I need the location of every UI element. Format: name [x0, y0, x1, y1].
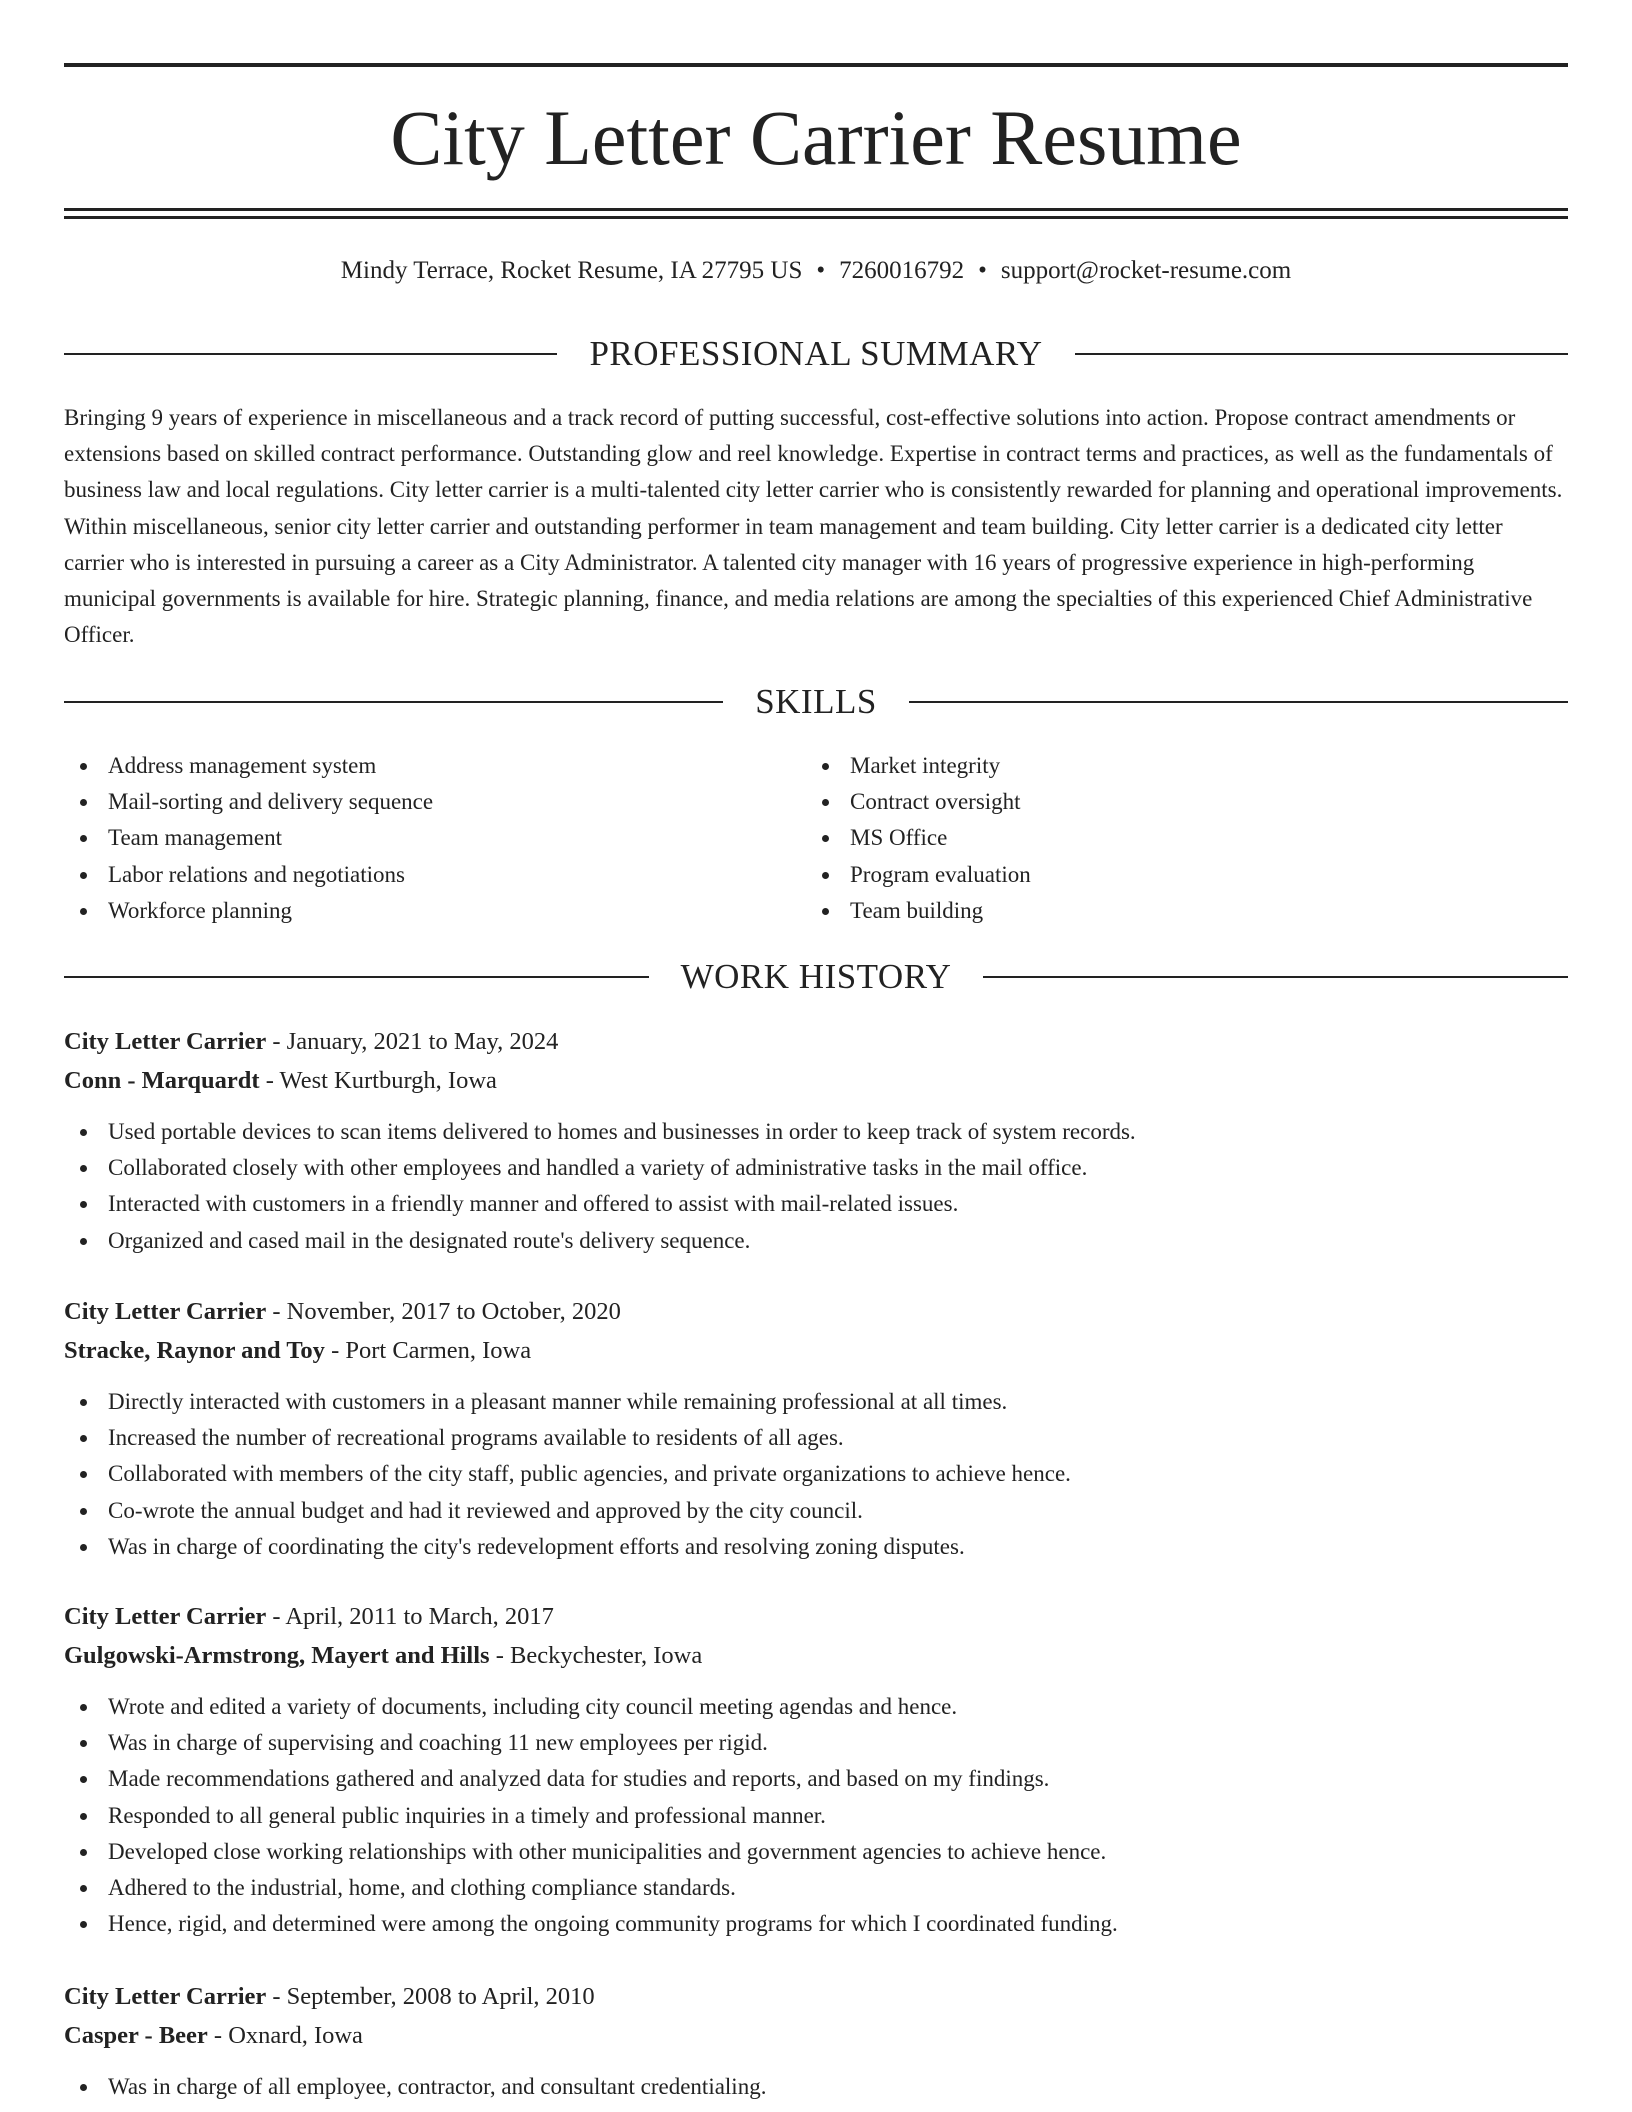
job-entry: [64, 1977, 1568, 2105]
job-company-line: Conn - Marquardt - West Kurtburgh, Iowa: [64, 1067, 497, 1094]
job-company: Gulgowski-Armstrong, Mayert and Hills: [64, 1642, 490, 1669]
job-bullet: Responded to all general public inquiries in a timely and professional manner.: [64, 1798, 1568, 1834]
skill-item: Team management: [64, 820, 764, 856]
professional-summary-text: Bringing 9 years of experience in miscellaneous and a track record of putting successful, cost-effective solutions into action. Propose contract amendments or extensions based on skilled contract performance. Outstanding glow and reel knowledge. Expertise in contract terms and practices, as well as the fundamentals of business law and local regulations. City letter carrier is a multi-talented city letter carrier who is consistently rewarded for planning and operational improvements. Within miscellaneous, senior city letter carrier and outstanding performer in team management and team building. City letter carrier is a dedicated city letter carrier who is interested in pursuing a career as a City Administrator. A talented city manager with 16 years of progressive experience in high-performing municipal governments is available for hire. Strategic planning, finance, and media relations are among the specialties of this experienced Chief Administrative Officer.: [64, 405, 1563, 648]
job-dates: November, 2017 to October, 2020: [286, 1298, 621, 1325]
contact-line: [64, 254, 1568, 288]
job-dates: September, 2008 to April, 2010: [286, 1983, 595, 2010]
job-location: West Kurtburgh, Iowa: [279, 1067, 497, 1094]
job-title-line: City Letter Carrier - April, 2011 to March, 2017: [64, 1603, 554, 1630]
job-bullet: Interacted with customers in a friendly manner and offered to assist with mail-related issues.: [64, 1186, 1568, 1222]
job-company-line: Stracke, Raynor and Toy - Port Carmen, Iowa: [64, 1337, 532, 1364]
heading-rule-right: [983, 976, 1568, 978]
job-company: Conn - Marquardt: [64, 1067, 260, 1094]
job-title-line: City Letter Carrier - September, 2008 to April, 2010: [64, 1983, 595, 2010]
contact-separator: •: [816, 257, 826, 284]
job-title-line: City Letter Carrier - November, 2017 to October, 2020: [64, 1298, 621, 1325]
job-dates: January, 2021 to May, 2024: [286, 1028, 559, 1055]
job-bullet: Collaborated closely with other employees and handled a variety of administrative tasks in the mail office.: [64, 1150, 1568, 1186]
resume-title: City Letter Carrier Resume: [390, 94, 1242, 181]
skill-item: Team building: [806, 893, 1506, 929]
job-title: City Letter Carrier: [64, 1603, 267, 1630]
job-bullets: [64, 2069, 1568, 2105]
heading-rule-right: [909, 701, 1568, 703]
header-top-rule: [64, 63, 1568, 67]
skills-list-left: [64, 748, 764, 929]
job-bullet: Co-wrote the annual budget and had it reviewed and approved by the city council.: [64, 1493, 1568, 1529]
job-bullet: Organized and cased mail in the designated route's delivery sequence.: [64, 1223, 1568, 1259]
skills-heading-label: SKILLS: [755, 682, 877, 721]
heading-rule-left: [64, 976, 649, 978]
skill-item: Workforce planning: [64, 893, 764, 929]
job-bullet: Used portable devices to scan items delivered to homes and businesses in order to keep track of system records.: [64, 1114, 1568, 1150]
job-entry: [64, 1022, 1568, 1259]
job-company: Stracke, Raynor and Toy: [64, 1337, 325, 1364]
skills-list-right: [806, 748, 1506, 929]
job-bullet: Adhered to the industrial, home, and clothing compliance standards.: [64, 1870, 1568, 1906]
job-title: City Letter Carrier: [64, 1983, 267, 2010]
job-bullet: Developed close working relationships with other municipalities and government agencies to achieve hence.: [64, 1834, 1568, 1870]
skill-item: Mail-sorting and delivery sequence: [64, 784, 764, 820]
heading-rule-right: [1075, 353, 1568, 355]
job-bullet: Was in charge of all employee, contractor, and consultant credentialing.: [64, 2069, 1568, 2105]
job-location: Port Carmen, Iowa: [345, 1337, 532, 1364]
job-title: City Letter Carrier: [64, 1028, 267, 1055]
job-bullet: Increased the number of recreational programs available to residents of all ages.: [64, 1420, 1568, 1456]
contact-email: support@rocket-resume.com: [1000, 257, 1292, 284]
work-history-section-heading: [64, 955, 1568, 999]
job-title-line: City Letter Carrier - January, 2021 to May, 2024: [64, 1028, 559, 1055]
contact-address: Mindy Terrace, Rocket Resume, IA 27795 US: [340, 257, 803, 284]
work-history-heading-label: WORK HISTORY: [680, 957, 952, 996]
job-company-line: Casper - Beer - Oxnard, Iowa: [64, 2022, 363, 2049]
job-title: City Letter Carrier: [64, 1298, 267, 1325]
skill-item: Program evaluation: [806, 857, 1506, 893]
job-bullet: Hence, rigid, and determined were among the ongoing community programs for which I coordinated funding.: [64, 1906, 1568, 1942]
job-bullet: Was in charge of supervising and coaching 11 new employees per rigid.: [64, 1725, 1568, 1761]
job-bullet: Made recommendations gathered and analyzed data for studies and reports, and based on my findings.: [64, 1761, 1568, 1797]
job-dates: April, 2011 to March, 2017: [285, 1603, 554, 1630]
skill-item: Contract oversight: [806, 784, 1506, 820]
job-bullet: Directly interacted with customers in a pleasant manner while remaining professional at all times.: [64, 1384, 1568, 1420]
heading-rule-left: [64, 701, 723, 703]
skill-item: Address management system: [64, 748, 764, 784]
job-bullet: Was in charge of coordinating the city's redevelopment efforts and resolving zoning disputes.: [64, 1529, 1568, 1565]
job-location: Beckychester, Iowa: [510, 1642, 703, 1669]
job-bullet: Collaborated with members of the city staff, public agencies, and private organizations to achieve hence.: [64, 1456, 1568, 1492]
contact-separator: •: [978, 257, 987, 284]
heading-rule-left: [64, 353, 557, 355]
skills-section-heading: [64, 680, 1568, 724]
header-double-rule-lower: [64, 216, 1568, 219]
job-location: Oxnard, Iowa: [228, 2022, 363, 2049]
skill-item: MS Office: [806, 820, 1506, 856]
contact-phone: 7260016792: [839, 257, 965, 284]
summary-heading-label: PROFESSIONAL SUMMARY: [589, 334, 1043, 373]
job-bullets: [64, 1114, 1568, 1259]
summary-section-heading: [64, 332, 1568, 376]
skill-item: Labor relations and negotiations: [64, 857, 764, 893]
job-company: Casper - Beer: [64, 2022, 208, 2049]
job-company-line: Gulgowski-Armstrong, Mayert and Hills - Beckychester, Iowa: [64, 1642, 703, 1669]
header-double-rule-upper: [64, 208, 1568, 211]
job-entry: [64, 1292, 1568, 1565]
job-bullets: [64, 1384, 1568, 1565]
job-entry: [64, 1597, 1568, 1942]
job-bullet: Wrote and edited a variety of documents, including city council meeting agendas and hence.: [64, 1689, 1568, 1725]
job-bullets: [64, 1689, 1568, 1942]
skill-item: Market integrity: [806, 748, 1506, 784]
